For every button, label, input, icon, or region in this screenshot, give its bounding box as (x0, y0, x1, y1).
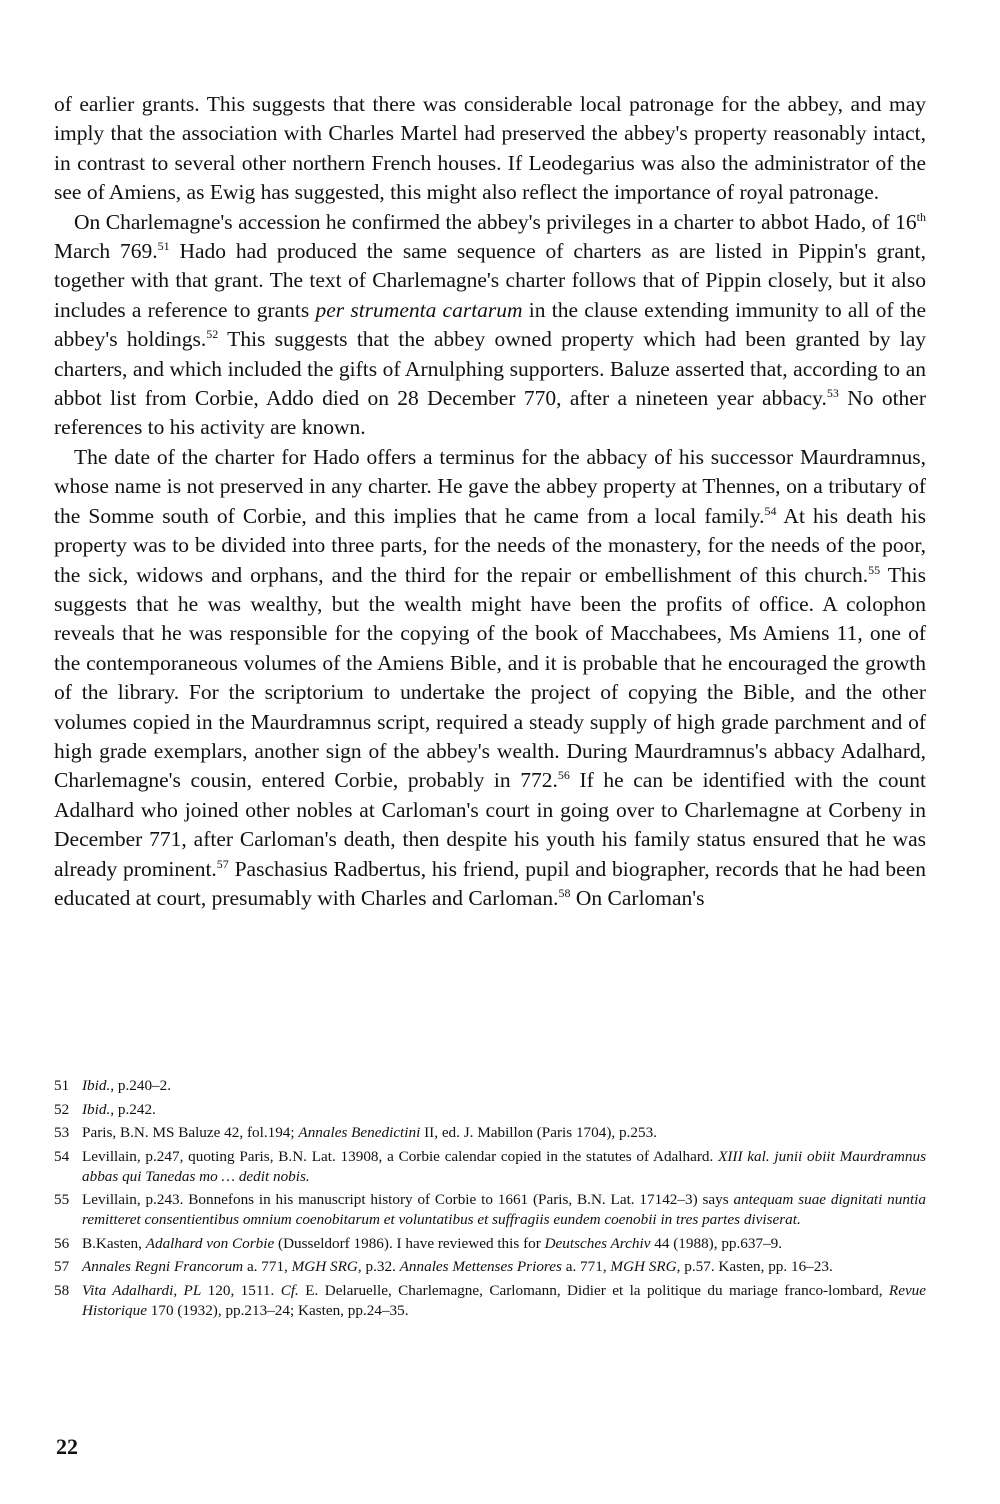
italic-text: Deutsches Archiv (544, 1234, 651, 1252)
text-run: a. 771, (561, 1258, 611, 1275)
text-run: Paschasius Radbertus, his friend, pupil and biographer, records that he had been educated at court, presumably with Charles and Carloman. (54, 856, 926, 910)
text-run: p.57. Kasten, pp. 16–23. (680, 1258, 833, 1275)
italic-text: Annales Mettenses Priores (399, 1258, 562, 1275)
footnote-text (82, 1190, 926, 1230)
footnote-text (82, 1147, 926, 1187)
text-run: E. Delaruelle, Charlemagne, Carlomann, Didier et la politique du mariage franco-lombard, (298, 1281, 889, 1299)
text-run: Paris, B.N. MS Baluze 42, fol.194; (82, 1124, 299, 1141)
text-run: On Carloman's (570, 885, 705, 910)
italic-text: per strumenta cartarum (315, 297, 523, 322)
footnote-text (82, 1234, 926, 1254)
page-number: 22 (56, 1434, 78, 1459)
paragraph-2 (54, 208, 926, 443)
text-run: Levillain, p.243. Bonnefons in his manuscript history of Corbie to 1661 (Paris, B.N. Lat. 17142–3) says (82, 1191, 734, 1208)
italic-text: Vita Adalhardi, PL (82, 1281, 202, 1299)
footnote-58 (54, 1281, 926, 1321)
footnote-text (82, 1281, 926, 1321)
footnote-52 (54, 1100, 926, 1120)
footnote-ref: 55 (868, 562, 881, 577)
footnote-56 (54, 1234, 926, 1254)
footnote-ref: 58 (558, 885, 571, 900)
footnote-number: 51 (54, 1077, 70, 1094)
text-run: 120, 1511. (201, 1281, 281, 1299)
text-run: At his death his property was to be divided into three parts, for the needs of the monastery, for the needs of the poor, the sick, widows and orphans, and the third for the repair or embellishment of this church. (54, 503, 926, 587)
text-run: (Dusseldorf 1986). I have reviewed this for (274, 1234, 545, 1252)
text-run: 170 (1932), pp.213–24; Kasten, pp.24–35. (146, 1301, 409, 1319)
text-run: This suggests that he was wealthy, but the wealth might have been the profits of office. A colophon reveals that he was responsible for the copying of the book of Macchabees, Ms Amiens 11, one of the contemporaneous volumes of the Amiens Bible, and it is probable that he encouraged the growth of the library. For the scriptorium to undertake the project of copying the Bible, and the other volumes copied in the Maurdramnus script, required a steady supply of high grade parchment and of high grade exemplars, another sign of the abbey's wealth. During Maurdramnus's abbacy Adalhard, Charlemagne's cousin, entered Corbie, probably in 772. (54, 562, 926, 793)
footnotes (54, 1076, 926, 1324)
footnote-number: 56 (54, 1234, 70, 1252)
footnote-number: 57 (54, 1258, 70, 1275)
text-run: Levillain, p.247, quoting Paris, B.N. Lat. 13908, a Corbie calendar copied in the statutes of Adalhard. (82, 1147, 719, 1165)
text-run: p.240–2. (114, 1077, 172, 1094)
italic-text: Annales Regni Francorum (82, 1258, 244, 1275)
footnote-ref: 52 (206, 327, 219, 342)
italic-text: MGH SRG, (291, 1258, 362, 1275)
footnote-text (82, 1257, 926, 1277)
footnote-number: 53 (54, 1124, 70, 1141)
text-run: On Charlemagne's accession he confirmed the abbey's privileges in a charter to abbot Hado, of 16 (74, 209, 917, 234)
footnote-number: 54 (54, 1147, 70, 1165)
footnote-text (82, 1100, 926, 1120)
footnote-57 (54, 1257, 926, 1277)
text-run: B.Kasten, (82, 1234, 146, 1252)
footnote-ref: 56 (557, 768, 570, 783)
footnote-text (82, 1123, 926, 1143)
footnote-number: 58 (54, 1281, 70, 1299)
footnote-53 (54, 1123, 926, 1143)
text-run: The date of the charter for Hado offers a terminus for the abbacy of his successor Maurdramnus, whose name is not preserved in any charter. He gave the abbey property at Thennes, on a tributary of the Somme south of Corbie, and this implies that he came from a local family. (54, 444, 926, 528)
italic-text: MGH SRG, (610, 1258, 681, 1275)
italic-text: Cf. (280, 1281, 299, 1299)
footnote-ref: th (916, 209, 926, 224)
footnote-number: 55 (54, 1191, 70, 1208)
text-run: p.32. (361, 1258, 400, 1275)
text-run: 44 (1988), pp.637–9. (650, 1234, 783, 1252)
text-run: No other references to his activity are known. (54, 386, 927, 440)
paragraph-3 (54, 443, 926, 914)
main-text (54, 90, 926, 913)
text-run: If he can be identified with the count Adalhard who joined other nobles at Carloman's court in going over to Charlemagne at Corbeny in December 771, after Carloman's death, then despite his youth his family status ensured that he was already prominent. (54, 768, 926, 881)
footnote-number: 52 (54, 1100, 70, 1118)
footnote-51 (54, 1076, 926, 1096)
footnote-ref: 51 (157, 238, 170, 253)
italic-text: Annales Benedictini (298, 1124, 421, 1141)
paragraph-1: of earlier grants. This suggests that there was considerable local patronage for the abbey, and may imply that the association with Charles Martel had preserved the abbey's property reasonably intact, in contrast to several other northern French houses. If Leodegarius was also the administrator of the see of Amiens, as Ewig has suggested, this might also reflect the importance of royal patronage. (54, 92, 926, 205)
italic-text: Ibid., (82, 1077, 115, 1094)
italic-text: Ibid., (82, 1100, 115, 1118)
footnote-55 (54, 1190, 926, 1230)
text-run: March 769. (54, 239, 158, 264)
text-run: II, ed. J. Mabillon (Paris 1704), p.253. (420, 1124, 657, 1141)
footnote-54 (54, 1147, 926, 1187)
italic-text: Adalhard von Corbie (145, 1234, 275, 1252)
italic-text: antequam suae dignitati nuntia remitteret consentientibus omnium coenobitarum et voluntatibus et suffragiis eundem coenobii in tres partes diviserat. (82, 1191, 926, 1228)
footnote-ref: 53 (826, 385, 839, 400)
text-run: a. 771, (243, 1258, 292, 1275)
text-run: This suggests that the abbey owned property which had been granted by lay charters, and which included the gifts of Arnulphing supporters. Baluze asserted that, according to an abbot list from Corbie, Addo died on 28 December 770, after a nineteen year abbacy. (54, 327, 926, 411)
footnote-ref: 57 (216, 856, 229, 871)
text-run: in the clause extending immunity to all of the abbey's holdings. (54, 297, 927, 352)
italic-text: XIII kal. junii obiit Maurdramnus abbas qui Tanedas mo … dedit nobis. (82, 1147, 926, 1185)
italic-text: Revue Historique (82, 1281, 927, 1319)
text-run: Hado had produced the same sequence of charters as are listed in Pippin's grant, together with that grant. The text of Charlemagne's charter follows that of Pippin closely, but it also includes a reference to grants (54, 239, 926, 322)
footnote-text (82, 1076, 926, 1096)
text-run: p.242. (114, 1100, 156, 1118)
footnote-ref: 54 (764, 503, 777, 518)
